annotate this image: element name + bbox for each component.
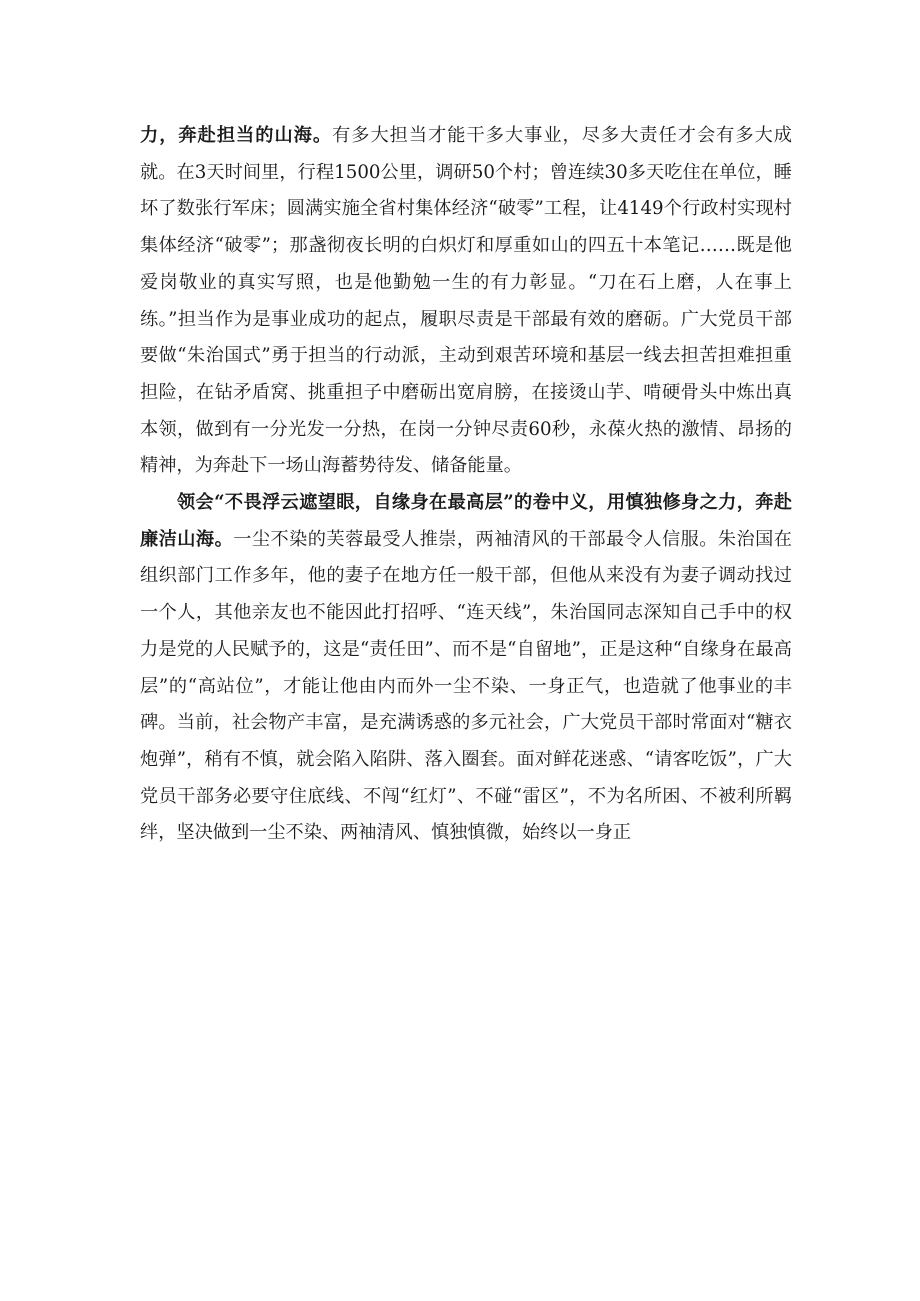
paragraph-body: 有多大担当才能干多大事业，尽多大责任才会有多大成就。在3天时间里，行程1500公里，调研50个村；曾连续30多天吃住在单位，睡坏了数张行军床；圆满实施全省村集体经济“破零”工程，让4149个行政村实现村集体经济“破零”；那盏彻夜长明的白炽灯和厚重如山的四五十本笔记……既是他爱岗敬业的真实写照，也是他勤勉一生的有力彰显。“刀在石上磨，人在事上练。”担当作为是事业成功的起点，履职尽责是干部最有效的磨砺。广大党员干部要做“朱治国式”勇于担当的行动派，主动到艰苦环境和基层一线去担苦担难担重担险，在钻矛盾窝、挑重担子中磨砺出宽肩膀，在接烫山芋、啃硬骨头中炼出真本领，做到有一分光发一分热，在岗一分钟尽责60秒，永葆火热的激情、昂扬的精神，为奔赴下一场山海蓄势待发、储备能量。 xyxy=(140,125,792,477)
paragraph-integrity xyxy=(140,485,792,852)
paragraph-body: 一尘不染的芙蓉最受人推崇，两袖清风的干部最令人信服。朱治国在组织部门工作多年，他的妻子在地方任一般干部，但他从来没有为妻子调动找过一个人，其他亲友也不能因此打招呼、“连天线”，朱治国同志深知自己手中的权力是党的人民赋予的，这是“责任田”、而不是“自留地”，正是这种“自缘身在最高层”的“高站位”，才能让他由内而外一尘不染、一身正气，也造就了他事业的丰碑。当前，社会物产丰富，是充满诱惑的多元社会，广大党员干部时常面对“糖衣炮弹”，稍有不慎，就会陷入陷阱、落入圈套。面对鲜花迷惑、“请客吃饭”，广大党员干部务必要守住底线、不闯“红灯”、不碰“雷区”，不为名所困、不被利所羁绊，坚决做到一尘不染、两袖清风、慎独慎微，始终以一身正 xyxy=(140,528,792,844)
document-page xyxy=(140,118,792,852)
paragraph-lead: 领会“不畏浮云遮望眼，自缘身在最高层”的卷中义，用慎独修身之力，奔赴廉洁山海。 xyxy=(140,492,792,550)
paragraph-lead: 力，奔赴担当的山海。 xyxy=(140,125,333,146)
paragraph-responsibility xyxy=(140,118,792,485)
